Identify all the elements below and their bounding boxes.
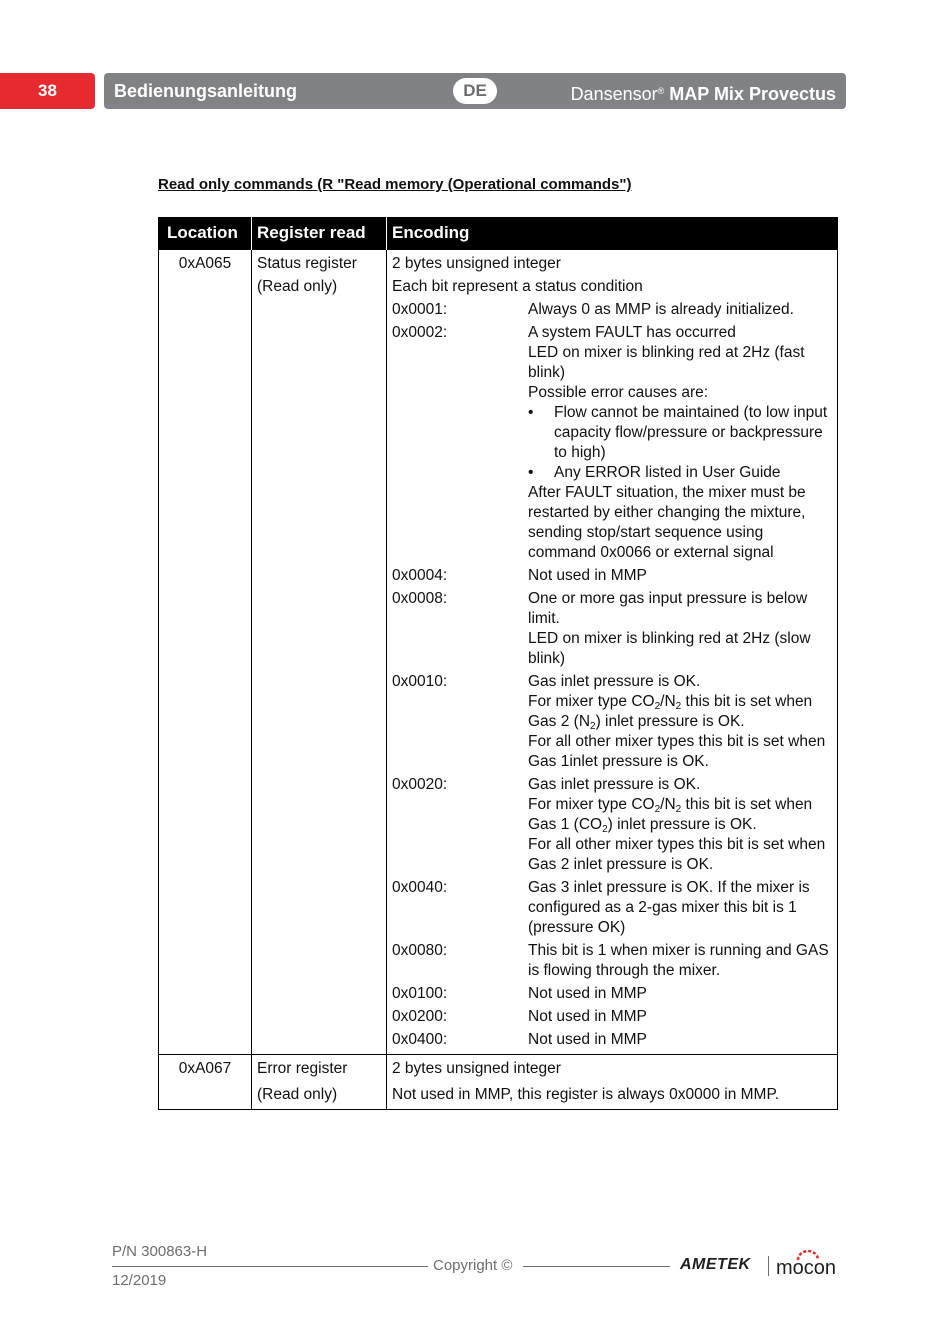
register-access: (Read only) [257, 1086, 338, 1103]
bit-text: Possible error causes are: [528, 384, 709, 401]
bit-description: Always 0 as MMP is already initialized. [528, 301, 794, 318]
registered-mark: ® [657, 86, 665, 96]
bit-text [528, 795, 832, 835]
part-number: P/N 300863-H [112, 1243, 208, 1260]
bit-description [528, 323, 832, 563]
bit-row [392, 300, 832, 320]
location-cell: 0xA067 [159, 1055, 252, 1110]
bit-description: Not used in MMP [528, 1008, 647, 1025]
bit-code: 0x0100: [392, 985, 448, 1002]
bullet-item [528, 403, 832, 463]
bit-description: Not used in MMP [528, 567, 647, 584]
bit-description: Not used in MMP [528, 1031, 647, 1048]
text-run: For mixer type CO [528, 693, 655, 710]
bit-description [528, 589, 832, 669]
register-table [158, 217, 838, 1110]
table-header-row [159, 217, 838, 250]
text-run: For mixer type CO [528, 796, 655, 813]
ametek-logo: AMETEK [680, 1256, 751, 1273]
text-run: ) inlet pressure is OK. [607, 816, 757, 833]
text-run: /N [660, 693, 676, 710]
register-name: Error register [257, 1060, 348, 1077]
bit-row [392, 941, 832, 981]
bullet-text: Flow cannot be maintained (to low input capacity flow/pressure or backpressure to high) [554, 404, 828, 461]
bit-description: This bit is 1 when mixer is running and GAS is flowing through the mixer. [528, 942, 829, 979]
bit-row [392, 1007, 832, 1027]
bit-row [392, 589, 832, 669]
column-header-encoding: Encoding [387, 217, 838, 250]
bit-text: One or more gas input pressure is below limit. [528, 590, 808, 627]
register-cell [252, 1055, 387, 1110]
product-name [571, 73, 836, 112]
register-access: (Read only) [257, 278, 338, 295]
logo-separator [768, 1256, 769, 1276]
section-heading: Read only commands (R "Read memory (Operational commands") [158, 176, 632, 193]
encoding-type: 2 bytes unsigned integer [392, 255, 561, 272]
footer-rule-right [523, 1266, 670, 1267]
bit-text: For all other mixer types this bit is set when Gas 2 inlet pressure is OK. [528, 836, 826, 873]
bit-text: For all other mixer types this bit is set when Gas 1inlet pressure is OK. [528, 733, 826, 770]
location-cell: 0xA065 [159, 250, 252, 1055]
copyright: Copyright © [433, 1257, 513, 1274]
bit-description [528, 775, 832, 875]
column-header-location: Location [159, 217, 252, 250]
bit-text: A system FAULT has occurred [528, 324, 736, 341]
bit-text [528, 692, 832, 732]
text-run: ) inlet pressure is OK. [595, 713, 745, 730]
brand-name: Dansensor [570, 84, 658, 104]
footer-rule-left [112, 1266, 428, 1267]
bit-row [392, 323, 832, 563]
bit-code: 0x0020: [392, 776, 448, 793]
bit-text: LED on mixer is blinking red at 2Hz (slow blink) [528, 630, 811, 667]
header-bar [104, 73, 846, 109]
bit-text: Gas inlet pressure is OK. [528, 673, 701, 690]
bit-code: 0x0010: [392, 673, 448, 690]
bit-code: 0x0080: [392, 942, 448, 959]
encoding-type: 2 bytes unsigned integer [392, 1060, 561, 1077]
bit-code: 0x0040: [392, 879, 448, 896]
encoding-cell [387, 250, 838, 1055]
bullet-mark: • [528, 404, 534, 421]
bit-text: After FAULT situation, the mixer must be restarted by either changing the mixture, sending stop/start sequence using command 0x0066 or external signal [528, 484, 806, 561]
table-row [159, 250, 838, 1055]
bullet-text: Any ERROR listed in User Guide [554, 464, 781, 481]
encoding-cell [387, 1055, 838, 1110]
bullet-item [528, 463, 832, 483]
bit-code: 0x0002: [392, 324, 448, 341]
table-row [159, 1055, 838, 1110]
bullet-mark: • [528, 464, 534, 481]
bit-row [392, 984, 832, 1004]
subscript: 2 [675, 701, 682, 712]
subscript: 2 [654, 701, 661, 712]
language-badge: DE [453, 78, 497, 104]
subscript: 2 [590, 721, 596, 732]
bit-row [392, 566, 832, 586]
bit-text: Gas inlet pressure is OK. [528, 776, 701, 793]
text-run: this bit is set when Gas 2 (N [528, 693, 813, 730]
encoding-note: Not used in MMP, this register is always 0x0000 in MMP. [392, 1086, 780, 1103]
bit-code: 0x0004: [392, 567, 448, 584]
bit-row [392, 1030, 832, 1050]
page-number: 38 [0, 73, 95, 109]
bit-code: 0x0200: [392, 1008, 448, 1025]
mocon-wordmark: mocon [776, 1257, 837, 1279]
bit-code: 0x0008: [392, 590, 448, 607]
subscript: 2 [675, 804, 682, 815]
bit-row [392, 878, 832, 938]
bit-row [392, 672, 832, 772]
bit-description [528, 672, 832, 772]
model-name: MAP Mix Provectus [669, 84, 836, 104]
text-run: /N [660, 796, 676, 813]
bit-text: LED on mixer is blinking red at 2Hz (fast blink) [528, 344, 805, 381]
bit-code: 0x0400: [392, 1031, 448, 1048]
manual-title: Bedienungsanleitung [114, 81, 298, 101]
bit-description: Not used in MMP [528, 985, 647, 1002]
subscript: 2 [602, 824, 608, 835]
text-run: this bit is set when Gas 1 (CO [528, 796, 813, 833]
register-name: Status register [257, 255, 357, 272]
bit-description: Gas 3 inlet pressure is OK. If the mixer is configured as a 2-gas mixer this bit is 1 (pressure OK) [528, 879, 810, 936]
register-cell [252, 250, 387, 1055]
bit-code: 0x0001: [392, 301, 448, 318]
bit-row [392, 775, 832, 875]
encoding-note: Each bit represent a status condition [392, 278, 643, 295]
subscript: 2 [654, 804, 661, 815]
revision-date: 12/2019 [112, 1272, 167, 1289]
mocon-logo [776, 1250, 838, 1280]
column-header-register: Register read [252, 217, 387, 250]
